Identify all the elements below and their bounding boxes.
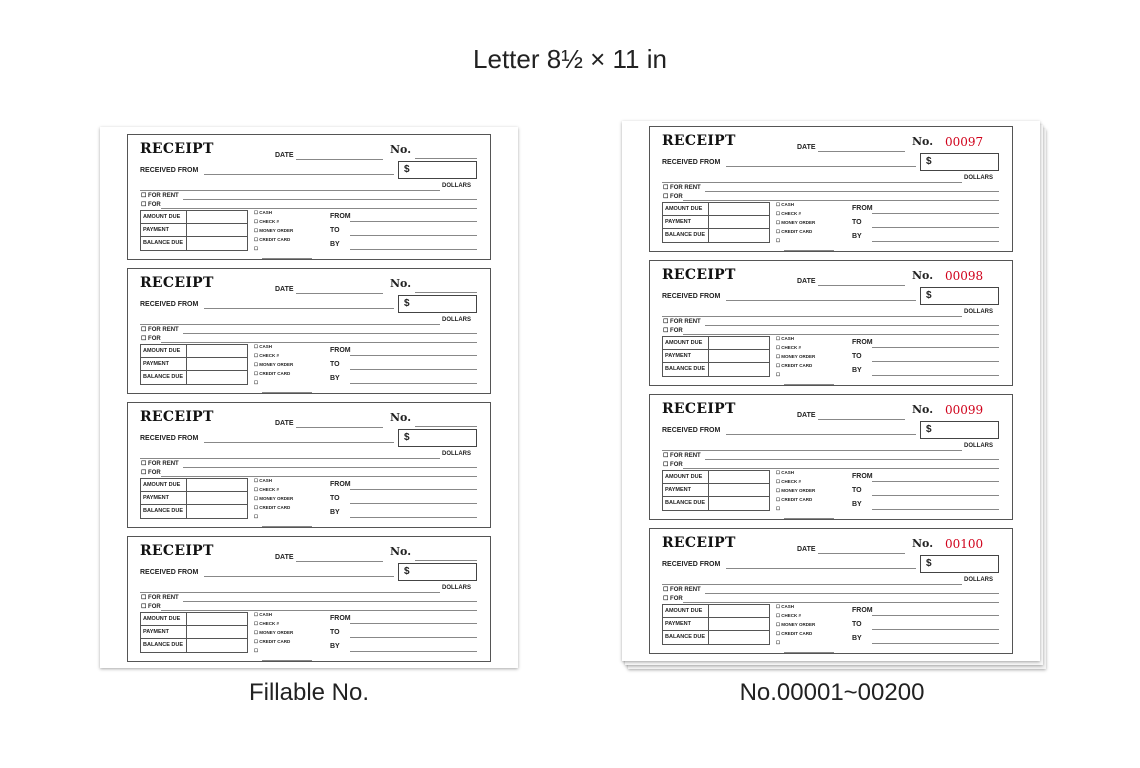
other-checkbox[interactable]: ☐: [254, 380, 259, 385]
cash-checkbox[interactable]: ☐ CASH: [776, 336, 795, 341]
payment-label: PAYMENT: [665, 219, 691, 225]
amount-table: [662, 470, 770, 511]
amount-box[interactable]: [920, 421, 999, 439]
to-field[interactable]: [350, 637, 477, 638]
payment-row[interactable]: [141, 626, 247, 639]
for-checkbox[interactable]: ☐ FOR: [663, 596, 683, 602]
amount-table-divider: [708, 337, 709, 376]
amount-table: [140, 344, 248, 385]
balance-due-row[interactable]: [663, 363, 769, 376]
balance-due-row[interactable]: [141, 505, 247, 518]
date-field[interactable]: [296, 159, 383, 160]
payment-row[interactable]: [663, 618, 769, 631]
payment-row[interactable]: [663, 350, 769, 363]
check-checkbox[interactable]: ☐ CHECK #: [776, 613, 802, 618]
number-label: No.: [912, 537, 934, 550]
other-checkbox[interactable]: ☐: [776, 238, 781, 243]
for-checkbox[interactable]: ☐ FOR: [663, 462, 683, 468]
amount-table-divider: [186, 479, 187, 518]
credit-card-checkbox[interactable]: ☐ CREDIT CARD: [254, 371, 291, 376]
date-label: DATE: [275, 152, 294, 159]
other-field[interactable]: [262, 526, 312, 527]
by-label: BY: [852, 367, 862, 374]
received-from-label: RECEIVED FROM: [662, 159, 721, 166]
dollar-sign: $: [926, 156, 932, 167]
amount-due-row[interactable]: [141, 613, 247, 626]
other-checkbox[interactable]: ☐: [254, 246, 259, 251]
dollars-label: DOLLARS: [442, 317, 471, 323]
amount-table-divider: [708, 471, 709, 510]
for-checkbox[interactable]: ☐ FOR: [141, 202, 161, 208]
from-label: FROM: [330, 213, 351, 220]
amount-due-row[interactable]: [141, 345, 247, 358]
amount-table-divider: [708, 605, 709, 644]
credit-card-checkbox[interactable]: ☐ CREDIT CARD: [254, 639, 291, 644]
amount-table: [662, 336, 770, 377]
amount-due-label: AMOUNT DUE: [665, 608, 703, 614]
other-field[interactable]: [262, 258, 312, 259]
amount-due-label: AMOUNT DUE: [143, 482, 181, 488]
for-checkbox[interactable]: ☐ FOR: [141, 336, 161, 342]
amount-box[interactable]: [920, 287, 999, 305]
to-label: TO: [330, 495, 340, 502]
other-checkbox[interactable]: ☐: [776, 506, 781, 511]
amount-words-field[interactable]: [662, 450, 962, 451]
other-checkbox[interactable]: ☐: [776, 372, 781, 377]
other-checkbox[interactable]: ☐: [254, 648, 259, 653]
balance-due-label: BALANCE DUE: [143, 240, 184, 246]
cash-checkbox[interactable]: ☐ CASH: [254, 210, 273, 215]
for-rent-checkbox[interactable]: ☐ FOR RENT: [141, 193, 179, 199]
credit-card-checkbox[interactable]: ☐ CREDIT CARD: [776, 363, 813, 368]
amount-words-field[interactable]: [140, 458, 440, 459]
date-field[interactable]: [818, 151, 905, 152]
from-label: FROM: [852, 339, 873, 346]
received-from-label: RECEIVED FROM: [140, 569, 199, 576]
for-field[interactable]: [161, 476, 477, 477]
receipt-number: 00100: [945, 537, 984, 551]
by-label: BY: [852, 635, 862, 642]
amount-words-field[interactable]: [662, 584, 962, 585]
money-order-checkbox[interactable]: ☐ MONEY ORDER: [776, 354, 816, 359]
from-field[interactable]: [350, 623, 477, 624]
cash-checkbox[interactable]: ☐ CASH: [776, 470, 795, 475]
check-checkbox[interactable]: ☐ CHECK #: [776, 211, 802, 216]
for-field[interactable]: [683, 334, 999, 335]
by-label: BY: [852, 501, 862, 508]
other-checkbox[interactable]: ☐: [254, 514, 259, 519]
dollar-sign: $: [926, 424, 932, 435]
received-from-field[interactable]: [204, 576, 394, 577]
dollars-label: DOLLARS: [964, 577, 993, 583]
amount-table-divider: [708, 203, 709, 242]
cash-checkbox[interactable]: ☐ CASH: [254, 612, 273, 617]
receipt-title: RECEIPT: [140, 409, 214, 425]
amount-due-label: AMOUNT DUE: [665, 340, 703, 346]
payment-label: PAYMENT: [665, 487, 691, 493]
from-field[interactable]: [872, 481, 999, 482]
amount-box[interactable]: [398, 563, 477, 581]
for-rent-checkbox[interactable]: ☐ FOR RENT: [141, 595, 179, 601]
money-order-checkbox[interactable]: ☐ MONEY ORDER: [254, 630, 294, 635]
dollar-sign: $: [404, 432, 410, 443]
date-field[interactable]: [818, 419, 905, 420]
number-label: No.: [912, 269, 934, 282]
balance-due-row[interactable]: [141, 371, 247, 384]
for-rent-checkbox[interactable]: ☐ FOR RENT: [663, 587, 701, 593]
to-label: TO: [852, 487, 862, 494]
dollars-label: DOLLARS: [442, 183, 471, 189]
for-field[interactable]: [161, 342, 477, 343]
for-checkbox[interactable]: ☐ FOR: [141, 470, 161, 476]
by-label: BY: [852, 233, 862, 240]
amount-table: [140, 478, 248, 519]
receipt-title: RECEIPT: [662, 133, 736, 149]
for-rent-checkbox[interactable]: ☐ FOR RENT: [663, 453, 701, 459]
received-from-field[interactable]: [726, 434, 916, 435]
cash-checkbox[interactable]: ☐ CASH: [776, 202, 795, 207]
amount-due-label: AMOUNT DUE: [143, 616, 181, 622]
amount-words-field[interactable]: [140, 592, 440, 593]
for-field[interactable]: [161, 208, 477, 209]
amount-due-label: AMOUNT DUE: [665, 474, 703, 480]
receipt-number: 00098: [945, 269, 984, 283]
receipt-title: RECEIPT: [140, 543, 214, 559]
number-label: No.: [390, 277, 412, 290]
dollar-sign: $: [404, 566, 410, 577]
cash-checkbox[interactable]: ☐ CASH: [254, 478, 273, 483]
balance-due-label: BALANCE DUE: [665, 500, 706, 506]
by-field[interactable]: [872, 241, 999, 242]
payment-row[interactable]: [663, 216, 769, 229]
received-from-field[interactable]: [726, 568, 916, 569]
receipt-number: 00097: [945, 135, 984, 149]
amount-due-label: AMOUNT DUE: [143, 348, 181, 354]
for-field[interactable]: [683, 602, 999, 603]
payment-label: PAYMENT: [143, 629, 169, 635]
for-field[interactable]: [683, 468, 999, 469]
by-label: BY: [330, 509, 340, 516]
dollar-sign: $: [926, 290, 932, 301]
receipt-form: [649, 528, 1013, 654]
receipt-form: [127, 134, 491, 260]
received-from-field[interactable]: [204, 308, 394, 309]
date-label: DATE: [797, 546, 816, 553]
check-checkbox[interactable]: ☐ CHECK #: [254, 219, 280, 224]
payment-row[interactable]: [141, 224, 247, 237]
page-heading: Letter 8½ × 11 in: [473, 44, 667, 74]
dollar-sign: $: [926, 558, 932, 569]
for-rent-field[interactable]: [705, 593, 999, 594]
amount-box[interactable]: [398, 161, 477, 179]
to-field[interactable]: [872, 629, 999, 630]
to-label: TO: [330, 629, 340, 636]
for-rent-field[interactable]: [705, 325, 999, 326]
credit-card-checkbox[interactable]: ☐ CREDIT CARD: [776, 229, 813, 234]
received-from-label: RECEIVED FROM: [140, 301, 199, 308]
money-order-checkbox[interactable]: ☐ MONEY ORDER: [254, 496, 294, 501]
dollars-label: DOLLARS: [964, 309, 993, 315]
amount-due-row[interactable]: [663, 605, 769, 618]
received-from-field[interactable]: [726, 166, 916, 167]
by-field[interactable]: [350, 383, 477, 384]
balance-due-row[interactable]: [663, 497, 769, 510]
from-field[interactable]: [872, 347, 999, 348]
receipt-form: [649, 126, 1013, 252]
payment-row[interactable]: [663, 484, 769, 497]
money-order-checkbox[interactable]: ☐ MONEY ORDER: [776, 622, 816, 627]
from-field[interactable]: [350, 221, 477, 222]
amount-due-row[interactable]: [663, 337, 769, 350]
by-label: BY: [330, 643, 340, 650]
from-label: FROM: [330, 347, 351, 354]
credit-card-checkbox[interactable]: ☐ CREDIT CARD: [254, 505, 291, 510]
receipt-title: RECEIPT: [140, 141, 214, 157]
received-from-field[interactable]: [726, 300, 916, 301]
dollars-label: DOLLARS: [964, 443, 993, 449]
for-rent-field[interactable]: [183, 199, 477, 200]
amount-due-row[interactable]: [141, 479, 247, 492]
by-label: BY: [330, 241, 340, 248]
payment-label: PAYMENT: [143, 495, 169, 501]
to-label: TO: [852, 621, 862, 628]
credit-card-checkbox[interactable]: ☐ CREDIT CARD: [254, 237, 291, 242]
date-label: DATE: [275, 420, 294, 427]
number-field[interactable]: [415, 426, 477, 427]
receipt-form: [649, 260, 1013, 386]
amount-box[interactable]: [398, 295, 477, 313]
number-label: No.: [390, 143, 412, 156]
from-field[interactable]: [350, 355, 477, 356]
amount-table: [662, 202, 770, 243]
received-from-label: RECEIVED FROM: [140, 167, 199, 174]
other-checkbox[interactable]: ☐: [776, 640, 781, 645]
by-field[interactable]: [350, 249, 477, 250]
for-field[interactable]: [683, 200, 999, 201]
number-field[interactable]: [415, 158, 477, 159]
from-label: FROM: [852, 205, 873, 212]
from-label: FROM: [852, 607, 873, 614]
date-label: DATE: [797, 278, 816, 285]
balance-due-row[interactable]: [141, 237, 247, 250]
for-rent-checkbox[interactable]: ☐ FOR RENT: [663, 319, 701, 325]
number-label: No.: [390, 545, 412, 558]
for-rent-field[interactable]: [183, 333, 477, 334]
received-from-label: RECEIVED FROM: [662, 561, 721, 568]
to-field[interactable]: [872, 227, 999, 228]
amount-table: [140, 210, 248, 251]
number-label: No.: [912, 403, 934, 416]
other-field[interactable]: [784, 250, 834, 251]
date-field[interactable]: [296, 561, 383, 562]
date-field[interactable]: [296, 293, 383, 294]
amount-due-row[interactable]: [141, 211, 247, 224]
number-field[interactable]: [415, 560, 477, 561]
for-checkbox[interactable]: ☐ FOR: [141, 604, 161, 610]
date-label: DATE: [275, 286, 294, 293]
to-field[interactable]: [350, 235, 477, 236]
amount-due-row[interactable]: [663, 471, 769, 484]
credit-card-checkbox[interactable]: ☐ CREDIT CARD: [776, 631, 813, 636]
balance-due-row[interactable]: [663, 631, 769, 644]
receipt-form: [127, 536, 491, 662]
check-checkbox[interactable]: ☐ CHECK #: [776, 479, 802, 484]
from-field[interactable]: [872, 213, 999, 214]
date-label: DATE: [797, 144, 816, 151]
amount-box[interactable]: [920, 555, 999, 573]
receipt-title: RECEIPT: [140, 275, 214, 291]
payment-label: PAYMENT: [143, 227, 169, 233]
receipt-form: [127, 402, 491, 528]
for-rent-field[interactable]: [705, 459, 999, 460]
date-label: DATE: [275, 554, 294, 561]
balance-due-label: BALANCE DUE: [665, 634, 706, 640]
other-field[interactable]: [262, 392, 312, 393]
received-from-field[interactable]: [204, 174, 394, 175]
receipt-title: RECEIPT: [662, 535, 736, 551]
receipt-number: 00099: [945, 403, 984, 417]
receipt-form: [127, 268, 491, 394]
to-label: TO: [330, 361, 340, 368]
dollar-sign: $: [404, 164, 410, 175]
for-rent-field[interactable]: [183, 601, 477, 602]
other-field[interactable]: [784, 384, 834, 385]
for-rent-field[interactable]: [705, 191, 999, 192]
receipt-form: [649, 394, 1013, 520]
by-field[interactable]: [872, 375, 999, 376]
balance-due-label: BALANCE DUE: [143, 642, 184, 648]
amount-box[interactable]: [398, 429, 477, 447]
amount-due-label: AMOUNT DUE: [143, 214, 181, 220]
from-label: FROM: [330, 615, 351, 622]
from-label: FROM: [330, 481, 351, 488]
amount-due-row[interactable]: [663, 203, 769, 216]
payment-label: PAYMENT: [665, 353, 691, 359]
money-order-checkbox[interactable]: ☐ MONEY ORDER: [254, 228, 294, 233]
receipt-title: RECEIPT: [662, 267, 736, 283]
by-field[interactable]: [350, 651, 477, 652]
money-order-checkbox[interactable]: ☐ MONEY ORDER: [776, 488, 816, 493]
money-order-checkbox[interactable]: ☐ MONEY ORDER: [776, 220, 816, 225]
by-field[interactable]: [350, 517, 477, 518]
balance-due-label: BALANCE DUE: [143, 374, 184, 380]
for-rent-checkbox[interactable]: ☐ FOR RENT: [141, 461, 179, 467]
amount-table-divider: [186, 211, 187, 250]
payment-row[interactable]: [141, 492, 247, 505]
from-field[interactable]: [350, 489, 477, 490]
dollars-label: DOLLARS: [442, 451, 471, 457]
by-label: BY: [330, 375, 340, 382]
amount-table: [140, 612, 248, 653]
dollars-label: DOLLARS: [964, 175, 993, 181]
amount-due-label: AMOUNT DUE: [665, 206, 703, 212]
credit-card-checkbox[interactable]: ☐ CREDIT CARD: [776, 497, 813, 502]
dollar-sign: $: [404, 298, 410, 309]
fillable-sheet: [100, 127, 518, 668]
received-from-label: RECEIVED FROM: [140, 435, 199, 442]
balance-due-label: BALANCE DUE: [665, 232, 706, 238]
check-checkbox[interactable]: ☐ CHECK #: [254, 353, 280, 358]
for-rent-checkbox[interactable]: ☐ FOR RENT: [663, 185, 701, 191]
dollars-label: DOLLARS: [442, 585, 471, 591]
amount-words-field[interactable]: [140, 190, 440, 191]
from-label: FROM: [852, 473, 873, 480]
date-field[interactable]: [296, 427, 383, 428]
received-from-label: RECEIVED FROM: [662, 427, 721, 434]
other-field[interactable]: [784, 518, 834, 519]
numbered-sheet: [622, 121, 1040, 661]
to-field[interactable]: [872, 361, 999, 362]
amount-table: [662, 604, 770, 645]
for-field[interactable]: [161, 610, 477, 611]
amount-table-divider: [186, 345, 187, 384]
check-checkbox[interactable]: ☐ CHECK #: [254, 487, 280, 492]
payment-label: PAYMENT: [143, 361, 169, 367]
to-field[interactable]: [872, 495, 999, 496]
cash-checkbox[interactable]: ☐ CASH: [254, 344, 273, 349]
balance-due-row[interactable]: [141, 639, 247, 652]
payment-row[interactable]: [141, 358, 247, 371]
to-field[interactable]: [350, 369, 477, 370]
receipt-title: RECEIPT: [662, 401, 736, 417]
amount-words-field[interactable]: [662, 182, 962, 183]
amount-table-divider: [186, 613, 187, 652]
number-label: No.: [912, 135, 934, 148]
by-field[interactable]: [872, 643, 999, 644]
amount-words-field[interactable]: [140, 324, 440, 325]
amount-box[interactable]: [920, 153, 999, 171]
cash-checkbox[interactable]: ☐ CASH: [776, 604, 795, 609]
for-checkbox[interactable]: ☐ FOR: [663, 328, 683, 334]
money-order-checkbox[interactable]: ☐ MONEY ORDER: [254, 362, 294, 367]
received-from-label: RECEIVED FROM: [662, 293, 721, 300]
caption-fillable: Fillable No.: [248, 679, 370, 706]
for-rent-checkbox[interactable]: ☐ FOR RENT: [141, 327, 179, 333]
other-field[interactable]: [784, 652, 834, 653]
number-label: No.: [390, 411, 412, 424]
date-field[interactable]: [818, 553, 905, 554]
check-checkbox[interactable]: ☐ CHECK #: [254, 621, 280, 626]
to-label: TO: [852, 353, 862, 360]
from-field[interactable]: [872, 615, 999, 616]
for-checkbox[interactable]: ☐ FOR: [663, 194, 683, 200]
amount-words-field[interactable]: [662, 316, 962, 317]
payment-label: PAYMENT: [665, 621, 691, 627]
check-checkbox[interactable]: ☐ CHECK #: [776, 345, 802, 350]
date-field[interactable]: [818, 285, 905, 286]
caption-numbered: No.00001~00200: [739, 679, 925, 706]
by-field[interactable]: [872, 509, 999, 510]
balance-due-label: BALANCE DUE: [665, 366, 706, 372]
date-label: DATE: [797, 412, 816, 419]
received-from-field[interactable]: [204, 442, 394, 443]
number-field[interactable]: [415, 292, 477, 293]
other-field[interactable]: [262, 660, 312, 661]
balance-due-row[interactable]: [663, 229, 769, 242]
balance-due-label: BALANCE DUE: [143, 508, 184, 514]
to-label: TO: [330, 227, 340, 234]
to-label: TO: [852, 219, 862, 226]
for-rent-field[interactable]: [183, 467, 477, 468]
to-field[interactable]: [350, 503, 477, 504]
